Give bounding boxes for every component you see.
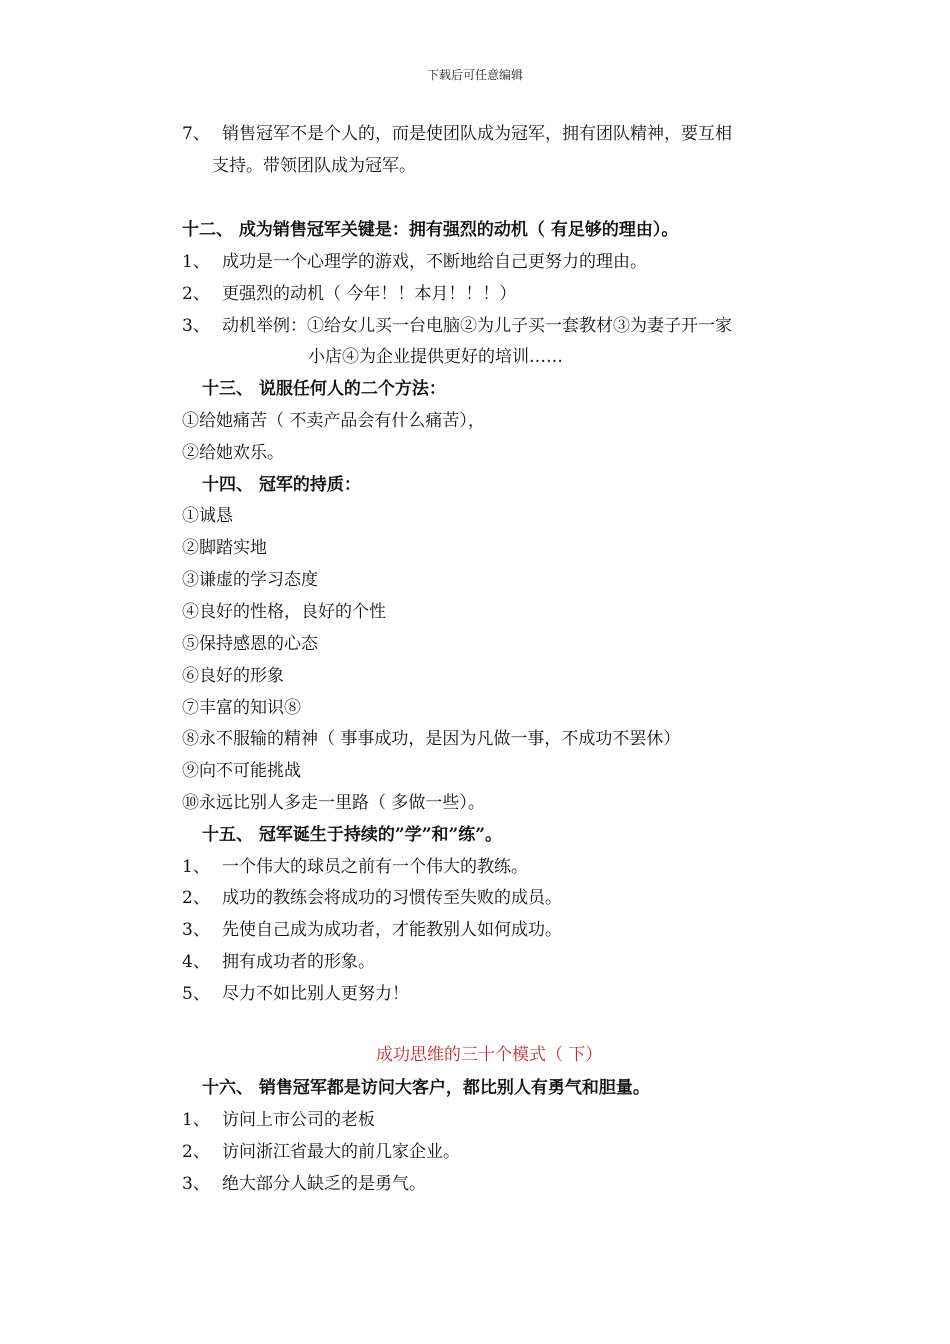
part-title: 成功思维的三十个模式（ 下） bbox=[376, 1045, 603, 1065]
list-item bbox=[182, 1109, 375, 1131]
list-item: ⑤保持感恩的心态 bbox=[182, 634, 318, 654]
item-text: 访问上市公司的老板 bbox=[222, 1110, 375, 1130]
item-number: 3、 bbox=[182, 316, 210, 336]
list-item bbox=[182, 1141, 460, 1163]
list-item: ①诚恳 bbox=[182, 506, 233, 526]
item-text: 尽力不如比别人更努力！ bbox=[222, 984, 409, 1004]
item-text: 先使自己成为成功者，才能教别人如何成功。 bbox=[222, 920, 562, 940]
item-text: 绝大部分人缺乏的是勇气。 bbox=[222, 1174, 426, 1194]
section-heading: 十五、 冠军诞生于持续的”学”和”练”。 bbox=[202, 825, 503, 845]
list-item: ②给她欢乐。 bbox=[182, 443, 284, 463]
list-item: ⑨向不可能挑战 bbox=[182, 761, 301, 781]
list-item: ⑥良好的形象 bbox=[182, 666, 284, 686]
list-item bbox=[182, 951, 375, 973]
item-number: 3、 bbox=[182, 1174, 210, 1194]
list-item: ④良好的性格，良好的个性 bbox=[182, 602, 386, 622]
item-number: 2、 bbox=[182, 1142, 210, 1162]
item-number: 7、 bbox=[182, 124, 210, 144]
item-text: 一个伟大的球员之前有一个伟大的教练。 bbox=[222, 857, 528, 877]
list-item: ⑩永远比别人多走一里路（ 多做一些）。 bbox=[182, 793, 485, 813]
item-text: 成功是一个心理学的游戏，不断地给自己更努力的理由。 bbox=[222, 252, 647, 272]
section-heading: 十四、 冠军的持质： bbox=[202, 475, 361, 495]
list-item bbox=[182, 283, 516, 305]
item-text-continuation: 支持。带领团队成为冠军。 bbox=[212, 156, 416, 176]
item-number: 1、 bbox=[182, 1110, 210, 1130]
item-text: 拥有成功者的形象。 bbox=[222, 952, 375, 972]
list-item: ⑧永不服输的精神（ 事事成功，是因为凡做一事，不成功不罢休） bbox=[182, 729, 681, 749]
item-text: 更强烈的动机（ 今年！！本月！！！） bbox=[222, 284, 517, 304]
list-item bbox=[182, 887, 562, 909]
list-item bbox=[182, 315, 732, 337]
item-number: 3、 bbox=[182, 920, 210, 940]
list-item: ③谦虚的学习态度 bbox=[182, 570, 318, 590]
item-text: 访问浙江省最大的前几家企业。 bbox=[222, 1142, 460, 1162]
page-header: 下载后可任意编辑 bbox=[426, 68, 523, 82]
item-number: 1、 bbox=[182, 857, 210, 877]
section-heading: 十六、 销售冠军都是访问大客户，都比别人有勇气和胆量。 bbox=[202, 1078, 650, 1098]
list-item bbox=[182, 251, 647, 273]
list-item bbox=[182, 983, 409, 1005]
item-number: 5、 bbox=[182, 984, 210, 1004]
list-item bbox=[182, 856, 528, 878]
list-item: ⑦丰富的知识⑧ bbox=[182, 698, 301, 718]
list-item bbox=[182, 123, 732, 145]
item-text: 销售冠军不是个人的，而是使团队成为冠军，拥有团队精神，要互相 bbox=[222, 124, 732, 144]
section-heading: 十二、 成为销售冠军关键是：拥有强烈的动机（ 有足够的理由）。 bbox=[182, 220, 679, 240]
item-text-continuation: 小店④为企业提供更好的培训…… bbox=[308, 347, 563, 367]
item-text: 成功的教练会将成功的习惯传至失败的成员。 bbox=[222, 888, 562, 908]
item-number: 2、 bbox=[182, 888, 210, 908]
list-item: ①给她痛苦（ 不卖产品会有什么痛苦）， bbox=[182, 411, 485, 431]
list-item bbox=[182, 919, 562, 941]
item-number: 4、 bbox=[182, 952, 210, 972]
item-number: 2、 bbox=[182, 284, 210, 304]
list-item: ②脚踏实地 bbox=[182, 538, 267, 558]
list-item bbox=[182, 1173, 426, 1195]
section-heading: 十三、 说服任何人的二个方法： bbox=[202, 379, 446, 399]
item-text: 动机举例：①给女儿买一台电脑②为儿子买一套教材③为妻子开一家 bbox=[222, 316, 732, 336]
item-number: 1、 bbox=[182, 252, 210, 272]
